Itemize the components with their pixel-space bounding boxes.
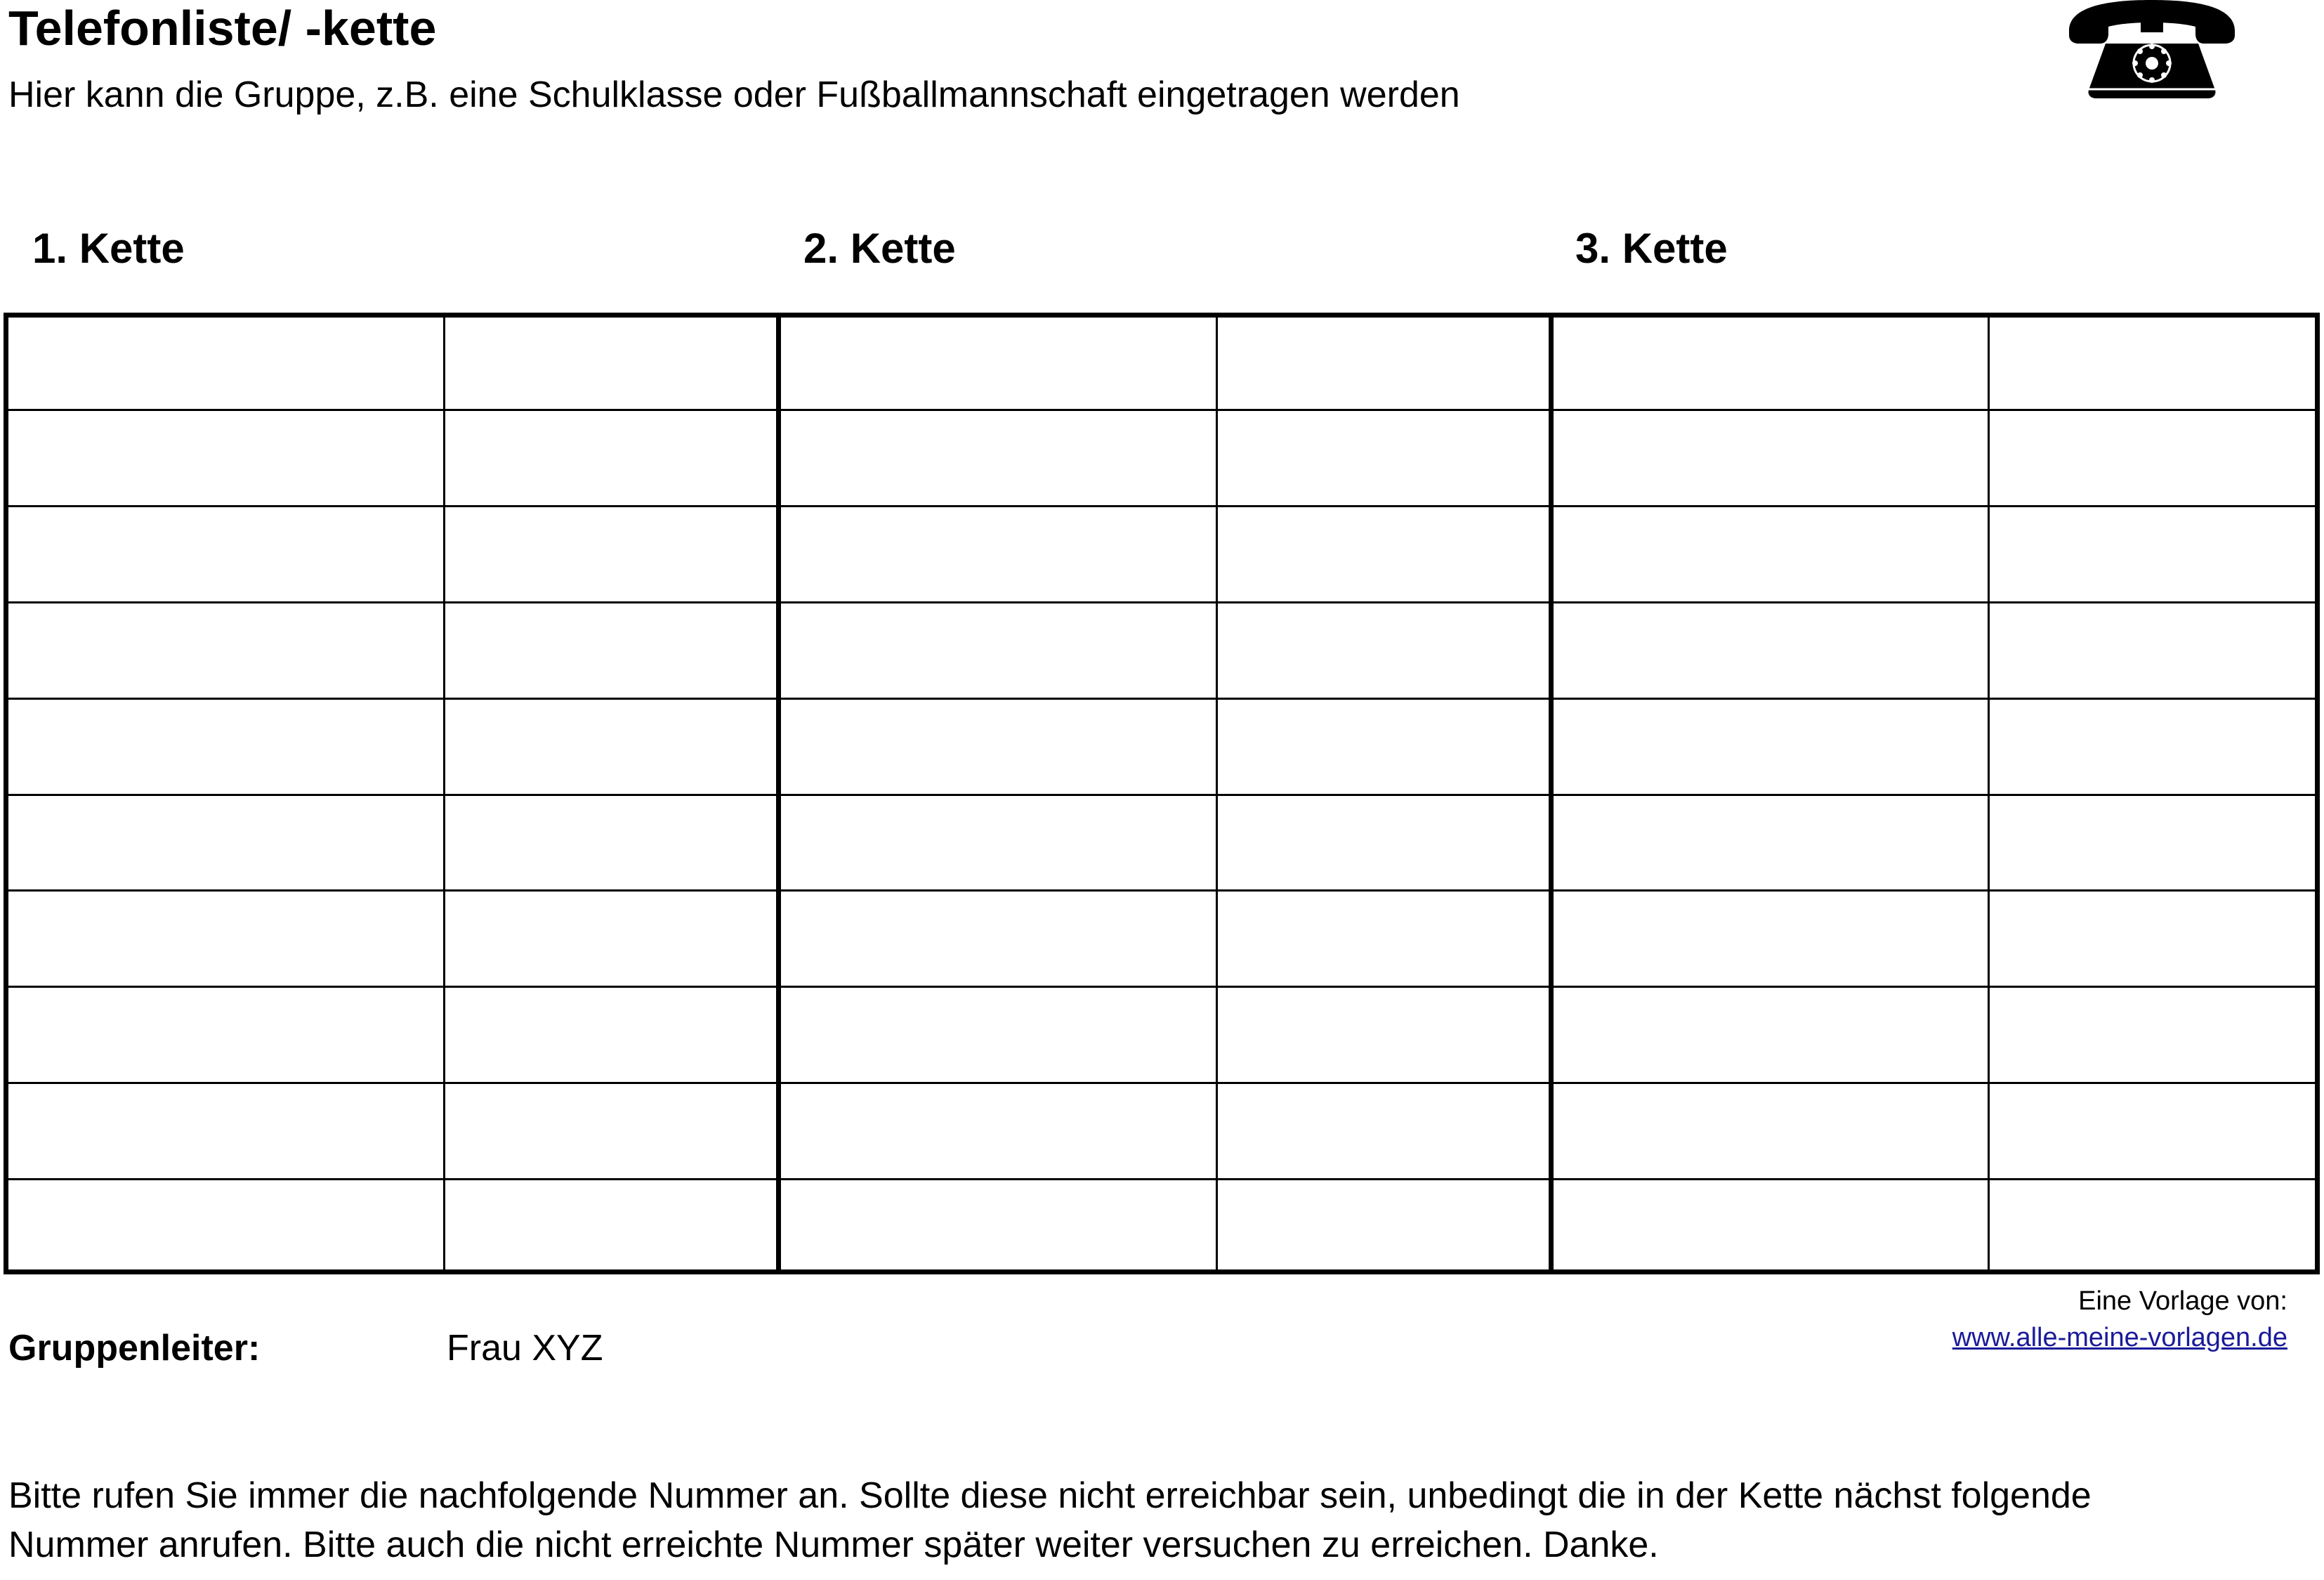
chain-3-col-2-row-3-cell[interactable] [1988,505,2320,601]
chain-2-col-1-row-2-cell[interactable] [776,409,1216,505]
instructions-line-2: Nummer anrufen. Bitte auch die nicht erreichte Nummer später weiter versuchen zu erreichen. Danke. [8,1524,1659,1565]
chain-3-col-1-row-2-cell[interactable] [1549,409,1988,505]
chain-1-col-1-row-9-cell[interactable] [4,1082,443,1178]
credit-link[interactable]: www.alle-meine-vorlagen.de [1952,1323,2287,1352]
chain-3-col-1-row-10-cell[interactable] [1549,1178,1988,1274]
chain-2-col-1-row-5-cell[interactable] [776,698,1216,794]
chain-2-col-2-row-8-cell[interactable] [1216,986,1549,1082]
chain-1-col-2-row-9-cell[interactable] [443,1082,776,1178]
chain-2-col-1-row-3-cell[interactable] [776,505,1216,601]
chain-3-col-2-row-7-cell[interactable] [1988,889,2320,986]
chain-3-col-2-row-8-cell[interactable] [1988,986,2320,1082]
template-credit [1952,1283,2287,1356]
chain-3-col-2-row-10-cell[interactable] [1988,1178,2320,1274]
chain-2-col-2-row-5-cell[interactable] [1216,698,1549,794]
chain-3-col-2-row-1-cell[interactable] [1988,313,2320,409]
chain-2-label: 2. Kette [803,225,956,272]
chain-1-col-1-row-3-cell[interactable] [4,505,443,601]
chain-3-col-1-row-4-cell[interactable] [1549,601,1988,698]
chain-1-col-2-row-1-cell[interactable] [443,313,776,409]
page-subtitle: Hier kann die Gruppe, z.B. eine Schulklasse oder Fußballmannschaft eingetragen werden [8,74,1460,115]
chain-2-col-2-row-9-cell[interactable] [1216,1082,1549,1178]
chain-3-label: 3. Kette [1575,225,1728,272]
chain-2-col-1-row-1-cell[interactable] [776,313,1216,409]
chain-2-col-1-row-6-cell[interactable] [776,794,1216,889]
telephone-icon [2063,0,2240,105]
chain-3-col-2-row-2-cell[interactable] [1988,409,2320,505]
chain-1-col-2-row-10-cell[interactable] [443,1178,776,1274]
chain-3-col-1-row-6-cell[interactable] [1549,794,1988,889]
chain-1-col-1-row-8-cell[interactable] [4,986,443,1082]
chain-1-col-1-row-4-cell[interactable] [4,601,443,698]
chain-2-col-1-row-10-cell[interactable] [776,1178,1216,1274]
chain-2-col-2-row-1-cell[interactable] [1216,313,1549,409]
chain-3-col-2-row-4-cell[interactable] [1988,601,2320,698]
chain-2-col-1-row-9-cell[interactable] [776,1082,1216,1178]
chain-2-col-1-row-7-cell[interactable] [776,889,1216,986]
chain-3-col-1-row-9-cell[interactable] [1549,1082,1988,1178]
chain-1-col-2-row-8-cell[interactable] [443,986,776,1082]
chain-1-col-1-row-6-cell[interactable] [4,794,443,889]
chain-3-col-2-row-6-cell[interactable] [1988,794,2320,889]
chain-1-col-2-row-7-cell[interactable] [443,889,776,986]
chain-2-col-1-row-4-cell[interactable] [776,601,1216,698]
chain-1-col-1-row-10-cell[interactable] [4,1178,443,1274]
chain-1-col-1-row-1-cell[interactable] [4,313,443,409]
group-leader-value: Frau XYZ [447,1328,603,1369]
chain-3-col-1-row-5-cell[interactable] [1549,698,1988,794]
chain-3-col-2-row-5-cell[interactable] [1988,698,2320,794]
chain-2-col-2-row-2-cell[interactable] [1216,409,1549,505]
chain-1-col-1-row-7-cell[interactable] [4,889,443,986]
instructions-text [8,1471,2256,1569]
chain-2-col-2-row-7-cell[interactable] [1216,889,1549,986]
chain-1-col-2-row-5-cell[interactable] [443,698,776,794]
chain-2-col-2-row-4-cell[interactable] [1216,601,1549,698]
chain-3-col-1-row-1-cell[interactable] [1549,313,1988,409]
chain-2-col-2-row-3-cell[interactable] [1216,505,1549,601]
chain-3-col-1-row-7-cell[interactable] [1549,889,1988,986]
group-leader-label: Gruppenleiter: [8,1328,261,1369]
chain-2-col-2-row-10-cell[interactable] [1216,1178,1549,1274]
instructions-line-1: Bitte rufen Sie immer die nachfolgende Nummer an. Sollte diese nicht erreichbar sein, unbedingt die in der Kette nächst folgende [8,1475,2092,1516]
chain-1-col-1-row-2-cell[interactable] [4,409,443,505]
credit-text: Eine Vorlage von: [2078,1286,2287,1316]
chain-1-label: 1. Kette [32,225,185,272]
chain-1-col-1-row-5-cell[interactable] [4,698,443,794]
chain-1-col-2-row-6-cell[interactable] [443,794,776,889]
chain-2-col-2-row-6-cell[interactable] [1216,794,1549,889]
chain-3-col-1-row-3-cell[interactable] [1549,505,1988,601]
page-title: Telefonliste/ -kette [8,1,437,56]
chain-2-col-1-row-8-cell[interactable] [776,986,1216,1082]
chain-3-col-2-row-9-cell[interactable] [1988,1082,2320,1178]
chain-1-col-2-row-3-cell[interactable] [443,505,776,601]
chain-3-col-1-row-8-cell[interactable] [1549,986,1988,1082]
chain-1-col-2-row-4-cell[interactable] [443,601,776,698]
chain-1-col-2-row-2-cell[interactable] [443,409,776,505]
